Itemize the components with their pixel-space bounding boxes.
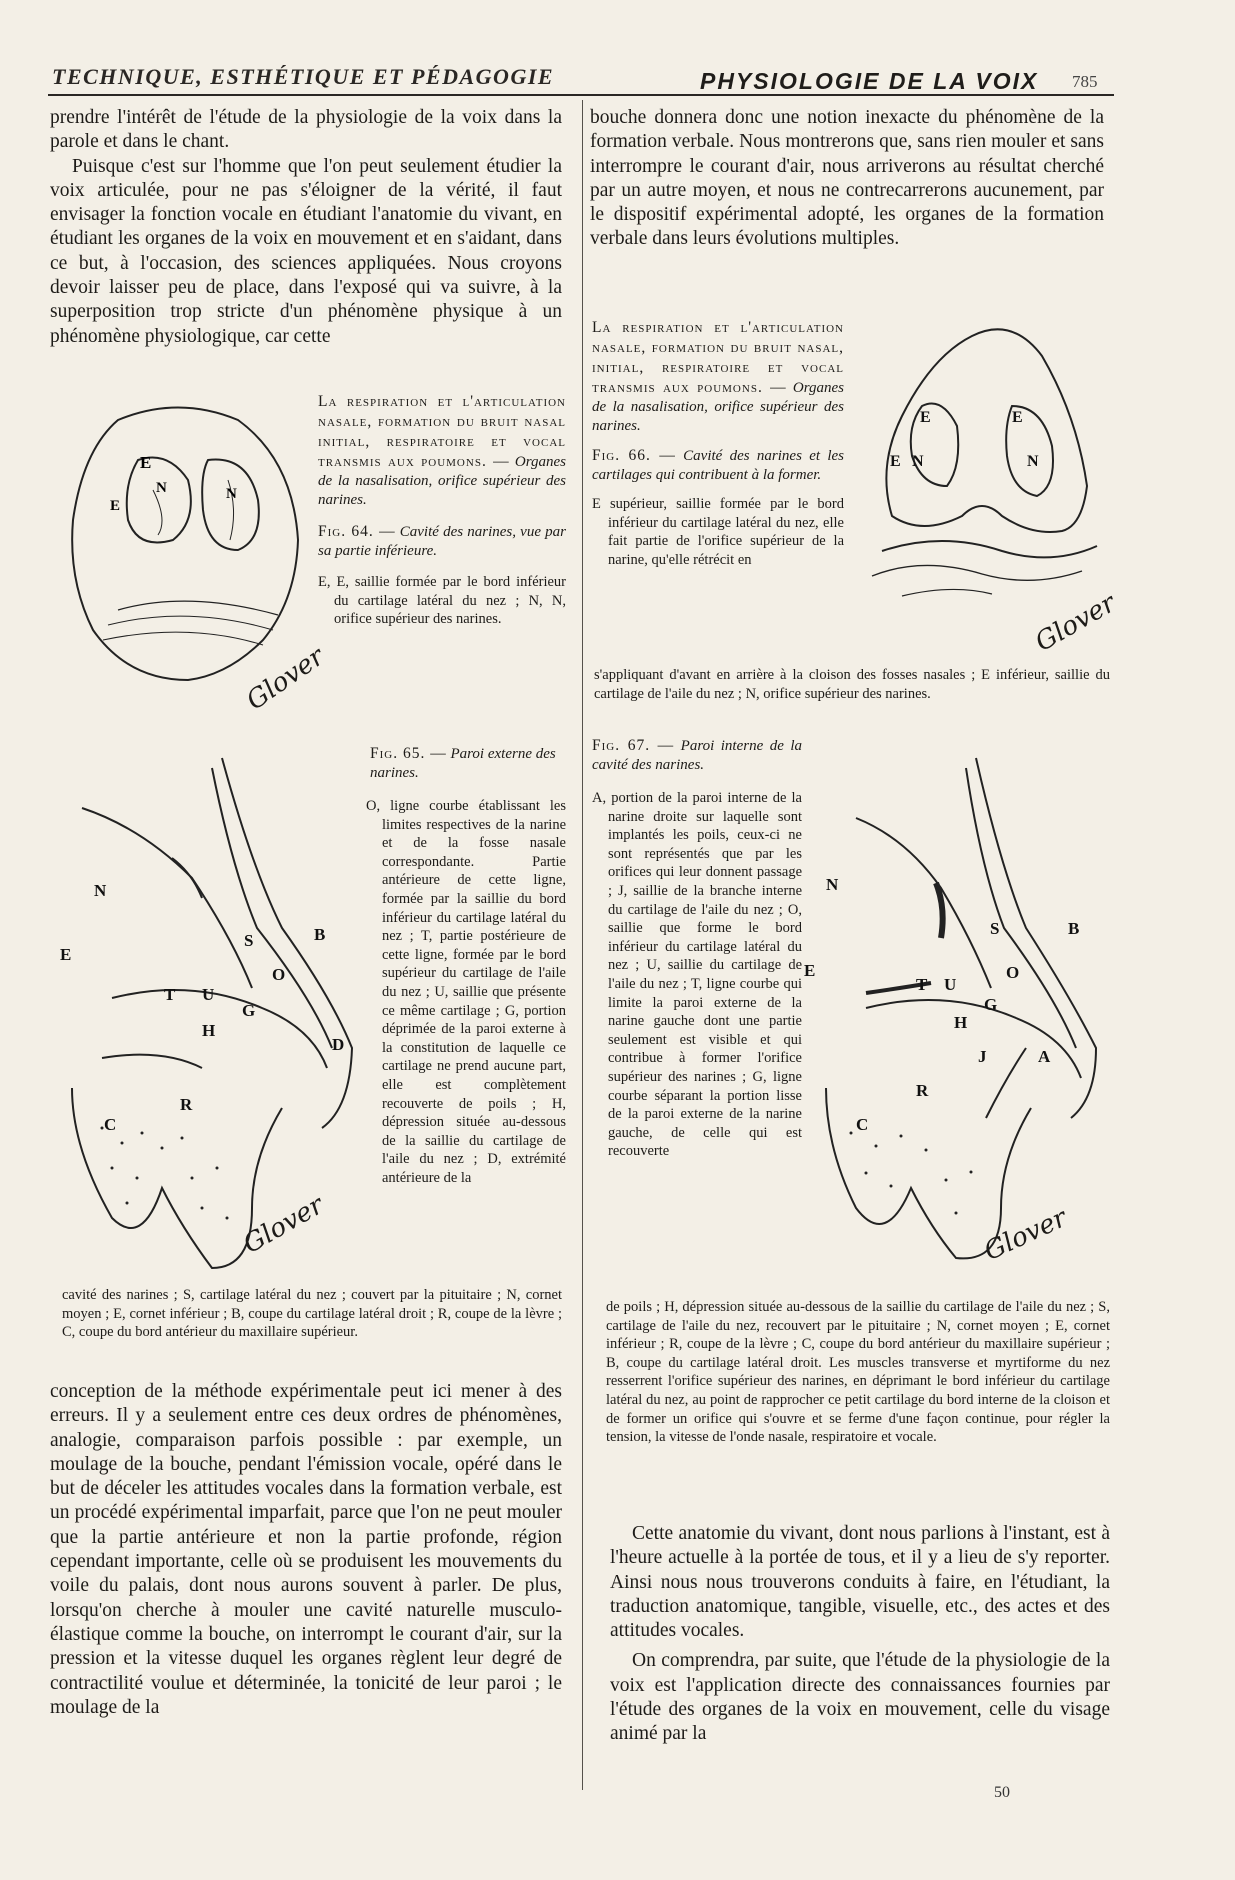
svg-text:N: N: [912, 453, 924, 470]
right-column-bottom-text: [610, 1522, 1110, 1747]
figure-67-label-O: O: [1006, 963, 1020, 982]
figure-65-label-G: G: [242, 1001, 256, 1020]
running-head-right: PHYSIOLOGIE DE LA VOIX: [700, 68, 1039, 94]
running-head-left: TECHNIQUE, ESTHÉTIQUE ET PÉDAGOGIE: [52, 64, 555, 89]
figure-66-caption-text: Cavité des narines et les cartilages qui contribuent à la former.: [592, 448, 845, 483]
svg-text:E: E: [1012, 409, 1023, 426]
figure-66-caption: [592, 318, 844, 569]
svg-text:N: N: [1027, 453, 1039, 470]
figure-65-caption: [366, 744, 566, 1187]
figure-67-label-S: S: [990, 919, 1000, 938]
figure-64-subtitle: Organes de la nasalisation, orifice supérieur des narines.: [318, 454, 567, 508]
figure-67-label-B: B: [1068, 919, 1080, 938]
figure-64-label: Fig. 64. —: [318, 523, 396, 540]
figure-67-caption-text: Paroi interne de la cavité des narines.: [592, 738, 802, 773]
figure-67-illustration: [806, 748, 1116, 1278]
figure-65-label-R: R: [180, 1095, 193, 1114]
figure-67-label: Fig. 67. —: [592, 737, 675, 754]
figure-67-label-E: E: [804, 961, 816, 980]
left-column-bottom-text: [50, 1380, 562, 1720]
figure-67-label-G: G: [984, 995, 998, 1014]
figure-64-signature: Glover: [241, 641, 330, 717]
figure-67-legend-bottom: de poils ; H, dépression située au-dessous de la saillie du cartilage de l'aile du nez ; S, cartilage de l'aile du nez, recouvert par le pituitaire ; N, cornet moyen ; E, cornet inférieur ; R, coupe de la lèvre ; C, coupe du bord antérieur du maxillaire supérieur ; B, coupe du cartilage latéral droit. Les muscles transverse et myrtiforme du nez resserrent l'orifice supérieur des narines, en déprimant le bord inférieur du cartilage latéral du nez, au point de rapprocher ce petit cartilage du bord interne de la cloison et de former un orifice qui s'ouvre et se ferme d'une façon continue, pour régler la tension, la vitesse de l'onde nasale, respiratoire et vocale.: [606, 1299, 1110, 1446]
figure-65-legend-side: O, ligne courbe établissant les limites respectives de la narine et de la fosse nasale correspondante. Partie antérieure de cette ligne, formée par la saillie du bord inférieur du cartilage latéral du nez ; T, partie postérieure de cette ligne, formée par le bord supérieur du cartilage de l'aile du nez ; U, saillie que présente ce même cartilage ; G, portion déprimée de la paroi externe à la constitution de laquelle ce cartilage ne prend aucune part, elle est complètement recouverte de poils ; H, dépression située au-dessous de la saillie du cartilage de l'aile du nez ; D, extrémité antérieure de la: [366, 798, 566, 1186]
figure-64-caption: [318, 392, 566, 629]
figure-67-label-R: R: [916, 1081, 929, 1100]
figure-65-label-N: N: [94, 881, 107, 900]
figure-67-signature: Glover: [979, 1202, 1072, 1268]
figure-65-caption-text: Paroi externe des narines.: [370, 746, 556, 781]
svg-text:E: E: [110, 498, 121, 514]
svg-text:N: N: [226, 486, 237, 502]
paragraph: prendre l'intérêt de l'étude de la physiologie de la voix dans la parole et dans le chant.: [50, 107, 562, 153]
right-column-top-text: [590, 106, 1104, 252]
figure-65-label-C: C: [104, 1115, 117, 1134]
column-divider: [582, 100, 583, 1790]
figure-64-caption-text: Cavité des narines, vue par sa partie inférieure.: [318, 524, 566, 559]
figure-67-label-U: U: [944, 975, 957, 994]
paragraph: On comprendra, par suite, que l'étude de la physiologie de la voix est l'application directe des connaissances fournies par l'étude des organes de la voix en mouvement, celle du visage animé par la: [610, 1650, 1110, 1745]
figure-67-label-T: T: [916, 975, 928, 994]
figure-64-legend: E, E, saillie formée par le bord inférieur du cartilage latéral du nez ; N, N, orifice supérieur des narines.: [318, 574, 566, 628]
folio-number: 50: [994, 1784, 1010, 1801]
page-number: 785: [1072, 72, 1098, 91]
figure-67-caption: [592, 736, 802, 1161]
figure-65-legend-bottom: cavité des narines ; S, cartilage latéral du nez ; couvert par la pituitaire ; N, cornet moyen ; E, cornet inférieur ; B, coupe du cartilage latéral droit ; R, coupe de la lèvre ; C, coupe du bord antérieur du maxillaire supérieur.: [62, 1287, 562, 1341]
figure-65-label-U: U: [202, 985, 215, 1004]
figure-67-legend-side: A, portion de la paroi interne de la narine droite sur laquelle sont implantés les poils, ceux-ci ne sont représentés que par les orifices qui leur donnent passage ; J, saillie de la branche interne du cartilage de l'aile du nez ; O, saillie que forme le bord inférieur du cartilage latéral du nez ; U, saillie du cartilage de l'aile du nez ; T, ligne courbe qui limite la paroi externe de la narine gauche dont une partie seulement est visible et qui contribue à former l'orifice supérieur des narines ; G, ligne courbe séparant la portion lisse de la paroi externe de la narine gauche, de celle qui est recouverte: [592, 790, 802, 1160]
figure-67-label-H: H: [954, 1013, 968, 1032]
figure-65-label-E: E: [60, 945, 72, 964]
svg-text:E: E: [890, 453, 901, 470]
left-column-top-text: [50, 106, 562, 349]
figure-66-label: Fig. 66. —: [592, 447, 676, 464]
figure-65-label-D: D: [332, 1035, 345, 1054]
figure-66-legend-side: E supérieur, saillie formée par le bord inférieur du cartilage latéral du nez, elle fait partie de l'orifice supérieur de la narine, qu'elle rétrécit en: [592, 496, 844, 568]
figure-65-label-H: H: [202, 1021, 216, 1040]
figure-66-illustration: [862, 316, 1112, 606]
figure-66-subtitle: Organes de la nasalisation, orifice supérieur des narines.: [592, 380, 845, 434]
paragraph: Cette anatomie du vivant, dont nous parlions à l'instant, est à l'heure actuelle à la portée de tous, et il y a lieu de s'y reporter. Ainsi nous nous trouverons conduits à faire, en l'étudiant, la traduction anatomique, tangible, visuelle, etc., des actes et des attitudes vocales.: [610, 1523, 1110, 1642]
figure-67-label-A: A: [1038, 1047, 1051, 1066]
header-rule: [48, 94, 1114, 96]
figure-65-signature: Glover: [238, 1190, 329, 1260]
figure-66-title: La respiration et l'articulation nasale, formation du bruit nasal, initial, respiratoire et vocal transmis aux poumons. —: [592, 319, 844, 396]
figure-66-signature: Glover: [1030, 588, 1121, 658]
figure-65-label-S: S: [244, 931, 254, 950]
figure-67-label-N: N: [826, 875, 839, 894]
figure-65-label: Fig. 65. —: [370, 745, 447, 762]
paragraph: Puisque c'est sur l'homme que l'on peut seulement étudier la voix articulée, pour ne pas s'éloigner de la vérité, il faut envisager la fonction vocale en étudiant l'anatomie du vivant, en étudiant les organes de la voix en mouvement et en s'aidant, dans ce but, à l'occasion, des sciences appliquées. Nous croyons devoir laisser peu de place, dans l'exposé qui va suivre, à la superposition trop stricte d'un phénomène physique à un phénomène physiologique, car cette: [50, 155, 562, 347]
svg-text:E: E: [920, 409, 931, 426]
svg-text:N: N: [156, 480, 167, 496]
paragraph: conception de la méthode expérimentale peut ici mener à des erreurs. Il y a seulement entre ces deux ordres de phénomènes, analogie, comparaison parfois possible : par exemple, un moulage de la bouche, pendant l'émission vocale, opéré dans le but de déceler les attitudes vocales dans la formation verbale, est un procédé expérimental imparfait, parce que l'on ne peut mouler que la partie antérieure et non la partie profonde, région cependant importante, celle où se produisent les mouvements du voile du palais, dont nous aurons souvent à parler. De plus, lorsqu'on cherche à mouler une cavité naturelle musculo-élastique comme la bouche, on interrompt le courant d'air, sur la pression et la vitesse duquel les organes règlent leur degré de contractilité voulue et déterminée, la tonicité de leur paroi ; le moulage de la: [50, 1381, 562, 1718]
figure-66-legend-bottom: s'appliquant d'avant en arrière à la cloison des fosses nasales ; E inférieur, saillie du cartilage de l'aile du nez ; N, orifice supérieur des narines.: [594, 667, 1110, 702]
svg-text:E: E: [140, 453, 152, 472]
paragraph: bouche donnera donc une notion inexacte du phénomène de la formation verbale. Nous montrerons que, sans rien mouler et sans interrompre le courant d'air, nous arriverons au résultat cherché par un autre moyen, et nous ne contrecarrerons aucunement, par le dispositif expérimental adopté, les organes de la formation verbale dans leurs évolutions multiples.: [590, 107, 1104, 250]
figure-67-label-C: C: [856, 1115, 869, 1134]
figure-65-label-B: B: [314, 925, 326, 944]
figure-67-label-J: J: [978, 1047, 987, 1066]
figure-65-label-O: O: [272, 965, 286, 984]
figure-64-title: La respiration et l'articulation nasale, formation du bruit nasal initial, respiratoire et vocal transmis aux poumons. —: [318, 393, 566, 470]
figure-65-label-T: T: [164, 985, 176, 1004]
